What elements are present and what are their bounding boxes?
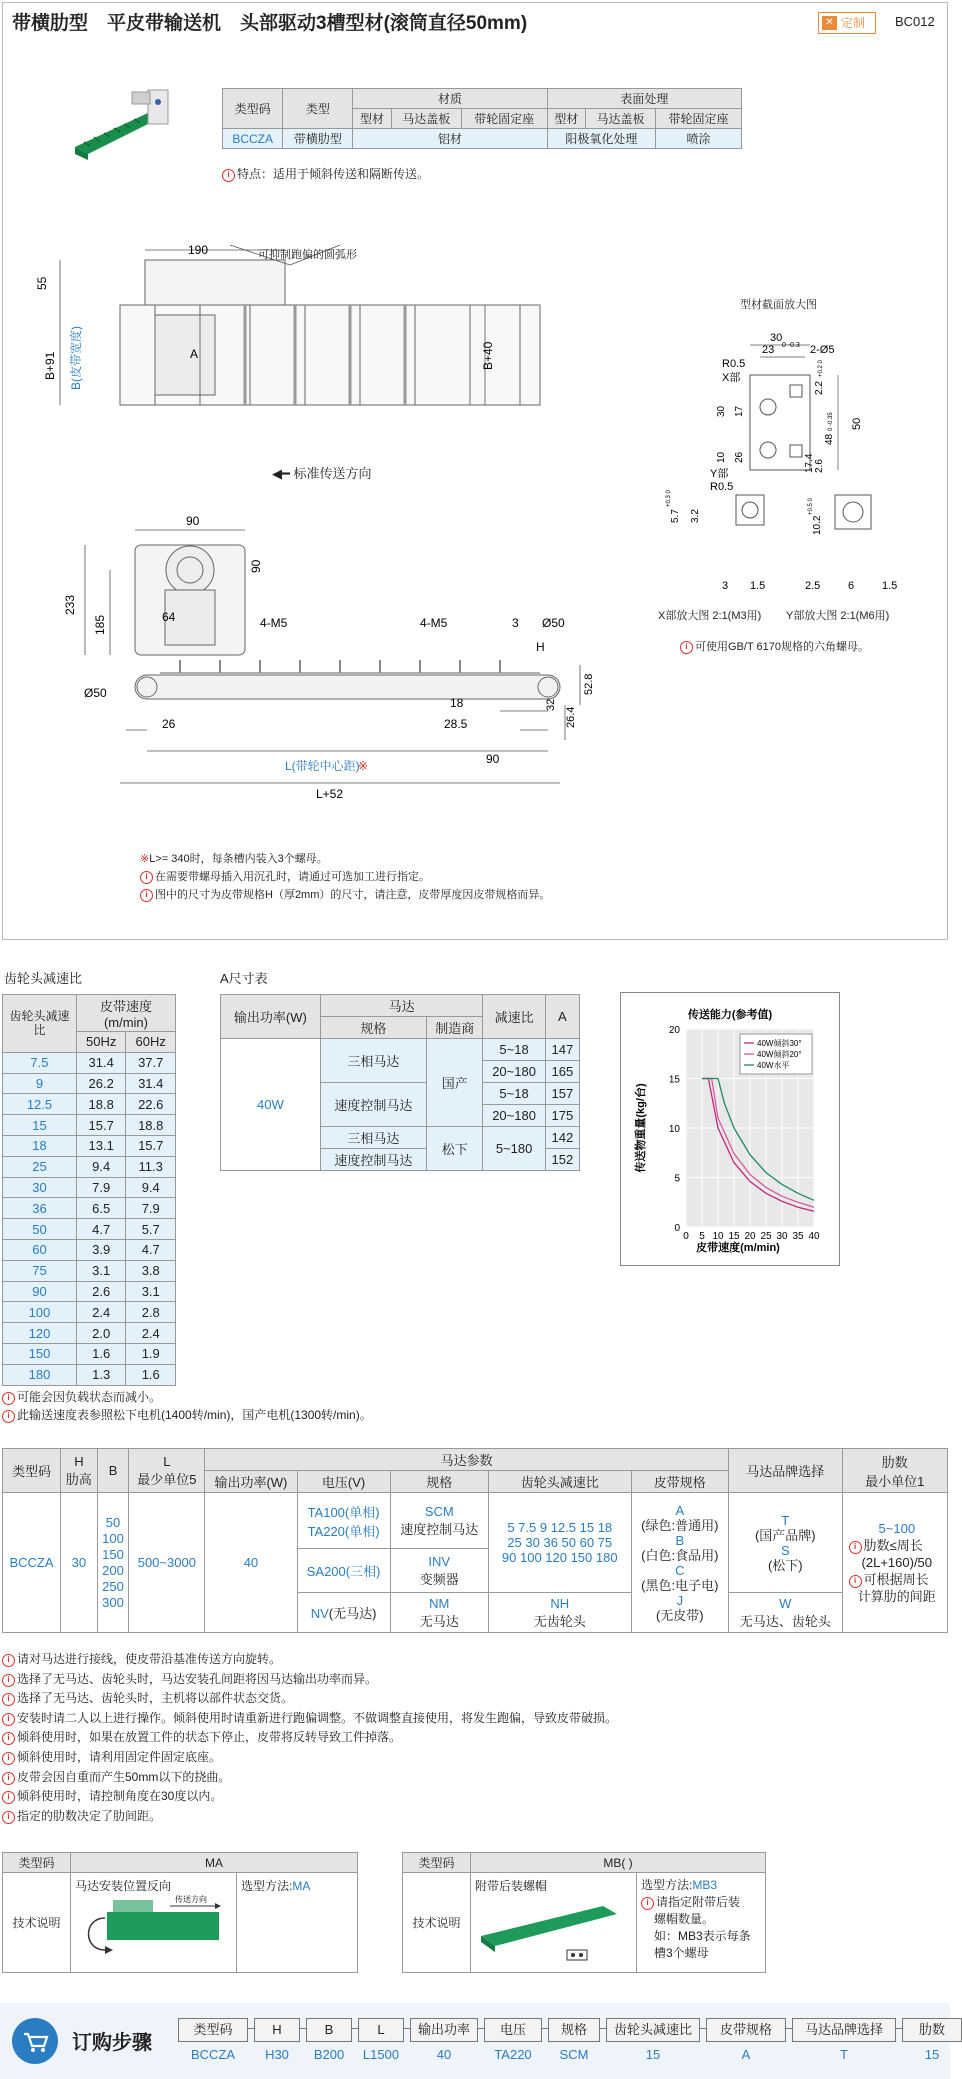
dim-18: 18 [450,696,464,710]
sel-brand[interactable]: T (国产品牌) S (松下) [728,1493,842,1593]
mb-h-tech: 技术说明 [403,1873,471,1973]
gear-speed: 26.2 [76,1073,126,1094]
sel-h-ratio: 齿轮头减速比 [488,1471,631,1493]
dim-190: 190 [187,243,209,257]
gear-table [2,994,176,1386]
y-tick: 0 [674,1223,680,1234]
order-step[interactable]: 齿轮头减速比 [606,2018,700,2042]
order-value: 15 [645,2047,661,2062]
legend-entry: 40W倾斜20° [757,1050,802,1059]
gear-row [3,1219,176,1240]
spec-code: BCCZA [223,129,283,149]
gear-speed: 1.6 [126,1364,176,1385]
p-d102t: +0.5 0 [808,498,814,515]
gear-speed: 22.6 [126,1094,176,1115]
gear-speed: 9.4 [126,1177,176,1198]
p-d17: 17 [734,405,745,417]
chart-title: 传送能力(参考值) [687,1009,773,1021]
y-part-caption: Y部放大图 2:1(M6用) [786,610,890,622]
page-title: 带横肋型 平皮带输送机 头部驱动3槽型材(滚筒直径50mm) [12,13,528,34]
dim-233: 233 [63,594,77,615]
gear-row [3,1364,176,1385]
sel-h-brand: 马达品牌选择 [728,1449,842,1493]
gear-speed: 15.7 [126,1135,176,1156]
sel-spec-scm[interactable]: SCM 速度控制马达 [390,1493,488,1549]
sel-note: i 倾斜使用时，如果在放置工件的状态下停止，皮带将反转导致工件掉落。 [2,1728,617,1748]
dim-90b: 90 [249,559,263,573]
dim-55: 55 [35,276,49,290]
chart-xlabel: 皮带速度(m/min) [696,1242,780,1254]
sel-l[interactable]: 500~3000 [129,1493,205,1633]
gear-ratio: 150 [3,1343,77,1364]
sel-h-rib: 肋数 最小单位1 [842,1449,947,1493]
m5-b: 4-M5 [420,616,448,630]
spec-type: 带横肋型 [283,129,353,149]
a-ratio: 20~180 [483,1105,545,1127]
gear-ratio: 7.5 [3,1052,77,1073]
ma-illustration [75,1894,225,1964]
a-ratio: 5~18 [483,1039,545,1061]
gear-ratio: 60 [3,1239,77,1260]
gear-row [3,1323,176,1344]
gear-row [3,1094,176,1115]
gear-h2: 皮带速度(m/min) [76,995,175,1032]
order-step[interactable]: 马达品牌选择 [792,2018,896,2042]
dim-l-mark: ※ [358,759,369,773]
dim-b91: B+91 [43,351,57,380]
sel-note: i 倾斜使用时，请利用固定件固定底座。 [2,1748,617,1768]
p-d50: 50 [851,417,863,430]
gear-speed: 18.8 [76,1094,126,1115]
gear-speed: 13.1 [76,1135,126,1156]
order-step[interactable]: 类型码 [178,2018,248,2042]
ma-h-val: MA [71,1853,358,1873]
nut-note: i 可使用GB/T 6170规格的六角螺母。 [680,638,869,654]
order-value: L1500 [362,2047,400,2062]
p-d57: 5.7 [670,509,681,523]
p-d3: 3 [722,580,729,592]
gear-speed: 4.7 [126,1239,176,1260]
order-step[interactable]: 规格 [548,2018,600,2042]
spec-material: 铝材 [353,129,547,149]
mb-h-code: 类型码 [403,1853,471,1873]
p-ypart: Y部 [710,468,729,480]
a-r2: 速度控制马达 [320,1083,426,1127]
mid-notes [2,1388,372,1424]
gear-ratio: 36 [3,1198,77,1219]
dim-264: 26.4 [565,706,577,728]
dim-bw: B(皮带宽度) [69,326,83,390]
gear-speed: 3.1 [126,1281,176,1302]
a-h-a: A [545,995,579,1039]
custom-badge[interactable]: ✕ 定制 [818,12,876,34]
sel-volt-single[interactable]: TA100(单相) TA220(单相) [297,1493,390,1549]
sel-note: i 选择了无马达、齿轮头时，马达安装孔间距将因马达输出功率而异。 [2,1670,617,1690]
note-3: i 图中的尺寸为皮带规格H（厚2mm）的尺寸，请注意，皮带厚度因皮带规格而异。 [140,886,550,904]
a-val: 165 [545,1061,579,1083]
p-d22: 2.2 [814,381,825,395]
p-d26: 26 [734,451,745,463]
top-view-drawing [35,240,560,420]
gear-row [3,1156,176,1177]
a-h-power: 输出功率(W) [221,995,321,1039]
spec-h-material: 材质 [353,89,547,109]
gear-h60: 60Hz [126,1032,176,1053]
gear-speed: 3.8 [126,1260,176,1281]
selection-table [2,1448,948,1633]
sel-h[interactable]: 30 [61,1493,98,1633]
sel-h-power: 输出功率(W) [205,1471,297,1493]
gear-ratio: 30 [3,1177,77,1198]
spec-h-type: 类型 [283,89,353,129]
gear-speed: 2.0 [76,1323,126,1344]
sel-spec-inv[interactable]: INV 变频器 [390,1549,488,1593]
gear-row [3,1135,176,1156]
a-val: 157 [545,1083,579,1105]
legend-entry: 40W水平 [757,1061,790,1070]
gear-ratio: 100 [3,1302,77,1323]
gear-ratio: 90 [3,1281,77,1302]
a-val: 147 [545,1039,579,1061]
ma-desc: 马达安装位置反向 传送方向 [71,1873,237,1973]
sel-ratio[interactable]: 5 7.5 9 12.5 15 18 25 30 36 50 60 75 90 100 120 150 180 [488,1493,631,1593]
spec-paint: 喷涂 [656,129,742,149]
y-tick: 10 [668,1124,680,1135]
mb-method: 选型方法:MB3 i 请指定附带后装 螺帽数量。 如：MB3表示每条 槽3个螺母 [637,1873,766,1973]
gear-speed: 9.4 [76,1156,126,1177]
x-tick: 15 [728,1231,740,1242]
spec-sub: 型材 [547,109,585,129]
sel-h-code: 类型码 [3,1449,61,1493]
a-h-ratio: 减速比 [483,995,545,1039]
ma-h-code: 类型码 [3,1853,71,1873]
note-1: L>= 340时，每条槽内装入3个螺母。 [149,853,328,865]
dim-32: 32 [545,698,557,711]
gear-speed: 15.7 [76,1115,126,1136]
gear-speed: 31.4 [126,1073,176,1094]
dim-90a: 90 [186,514,200,528]
dim-h: H [536,640,545,654]
p-d22t: +0.2 0 [818,360,824,377]
gear-h1: 齿轮头减速比 [3,995,77,1053]
p-d15: 1.5 [750,580,766,592]
sel-brand-w[interactable]: W 无马达、齿轮头 [728,1593,842,1633]
dim-185: 185 [93,614,107,635]
gear-ratio: 120 [3,1323,77,1344]
order-value: 40 [436,2047,452,2062]
dim-285: 28.5 [444,717,468,731]
star-mark: ※ [140,853,150,865]
gear-speed: 4.7 [76,1219,126,1240]
order-step[interactable]: 电压 [484,2018,542,2042]
selection-notes [2,1650,617,1826]
y-tick: 20 [668,1025,680,1036]
gear-ratio: 12.5 [3,1094,77,1115]
p-xpart: X部 [722,372,741,384]
gear-ratio: 25 [3,1156,77,1177]
order-step[interactable]: L [358,2018,404,2042]
dim-3: 3 [512,616,519,630]
sel-note: i 安装时请二人以上进行操作。倾斜使用时请重新进行跑偏调整。不做调整直接使用，将发生跑偏，导致皮带破损。 [2,1709,617,1729]
gear-row [3,1073,176,1094]
p-d48t: 0 -0.35 [828,412,834,431]
gear-row [3,1115,176,1136]
direction-label: ◀━ 标准传送方向 [272,466,372,481]
gear-ratio: 15 [3,1115,77,1136]
p-d174: 17.4 [804,453,815,473]
sel-volt-three[interactable]: SA200(三相) [297,1549,390,1593]
x-tick: 30 [776,1231,788,1242]
sel-h-b: B [97,1449,129,1493]
custom-icon: ✕ [822,16,837,30]
order-value: T [840,2047,848,2062]
p-d102: 10.2 [812,515,823,535]
order-step[interactable]: 输出功率 [410,2018,478,2042]
sel-b[interactable]: 50 100 150 200 250 300 [97,1493,129,1633]
spec-h-surface: 表面处理 [547,89,741,109]
capacity-chart [620,992,840,1266]
sel-ratio-nh[interactable]: NH 无齿轮头 [488,1593,631,1633]
gear-speed: 1.9 [126,1343,176,1364]
gear-speed: 5.7 [126,1219,176,1240]
gear-ratio: 180 [3,1364,77,1385]
p-d26b: 2.6 [814,459,825,473]
dim-phi50a: Ø50 [84,686,107,700]
a-h-spec: 规格 [320,1017,426,1039]
mb-illustration [475,1894,625,1964]
a-h-maker: 制造商 [427,1017,483,1039]
order-value: H30 [265,2047,289,2062]
feature-note: i 特点：适用于倾斜传送和隔断传送。 [222,165,429,182]
order-value: A [741,2047,751,2062]
x-tick: 0 [683,1231,689,1242]
p-r05a: R0.5 [722,358,746,370]
spec-sub: 带轮固定座 [656,109,742,129]
profile-title: 型材截面放大图 [740,299,817,311]
a-r1: 三相马达 [320,1039,426,1083]
gear-ratio: 9 [3,1073,77,1094]
p-d23t: 0 -0.3 [782,342,800,349]
dim-l52: L+52 [316,787,344,801]
order-value: 15 [924,2047,940,2062]
sel-note: i 指定的肋数决定了肋间距。 [2,1807,617,1827]
sel-note: i 倾斜使用时，请控制角度在30度以内。 [2,1787,617,1807]
p-d23: 23 [762,344,775,356]
sel-note: i 皮带会因自重而产生50mm以下的挠曲。 [2,1768,617,1788]
gear-row [3,1177,176,1198]
dim-b40: B+40 [481,341,495,370]
gear-speed: 18.8 [126,1115,176,1136]
gear-table-title: 齿轮头减速比 [4,971,83,986]
order-value: BCCZA [190,2047,236,2062]
x-tick: 25 [760,1231,772,1242]
gear-row [3,1239,176,1260]
dim-90c: 90 [486,752,500,766]
gear-row [3,1052,176,1073]
gear-ratio: 50 [3,1219,77,1240]
spec-table [222,88,742,149]
x-tick: 40 [808,1231,820,1242]
sel-power[interactable]: 40 [205,1493,297,1633]
a-r4: 速度控制马达 [320,1149,426,1171]
gear-speed: 2.4 [76,1302,126,1323]
a-r3: 三相马达 [320,1127,426,1149]
a-val: 175 [545,1105,579,1127]
arc-label: 可抑制跑偏的圆弧形 [258,249,357,261]
legend-entry: 40W倾斜30° [757,1039,802,1048]
y-tick: 15 [668,1074,680,1086]
sel-volt-nv[interactable]: NV(无马达) [297,1593,390,1633]
a-table-title: A尺寸表 [220,971,268,986]
a-size-table [220,994,580,1171]
p-r05b: R0.5 [710,481,734,493]
a-maker1: 国产 [427,1039,483,1127]
x-tick: 20 [744,1231,756,1242]
sel-code[interactable]: BCCZA [3,1493,61,1633]
a-maker2: 松下 [427,1127,483,1171]
option-ma-table [2,1852,358,1973]
p-d6: 6 [848,580,855,592]
sel-h-h: H 肋高 [61,1449,98,1493]
side-view-drawing [60,515,600,805]
gear-row [3,1281,176,1302]
order-value: SCM [559,2047,589,2062]
dim-26: 26 [162,717,176,731]
sel-rib[interactable]: 5~100 i 肋数≤周长 (2L+160)/50 i 可根据周长 计算肋的间距 [842,1493,947,1633]
dim-a: A [190,347,199,361]
spec-surface: 阳极氧化处理 [547,129,655,149]
gear-speed: 2.4 [126,1323,176,1344]
p-d30: 30 [770,332,783,344]
a-val: 142 [545,1127,579,1149]
gear-speed: 6.5 [76,1198,126,1219]
p-d10: 10 [716,451,727,463]
p-d25: 2-Ø5 [810,344,835,356]
sel-h-spec: 规格 [390,1471,488,1493]
gear-row [3,1260,176,1281]
mid-note-2: i 此输送速度表参照松下电机(1400转/min)，国产电机(1300转/min)。 [2,1406,372,1424]
drawing-notes [140,850,550,904]
gear-speed: 31.4 [76,1052,126,1073]
gear-speed: 1.3 [76,1364,126,1385]
spec-sub: 马达盖板 [391,109,461,129]
sel-h-volt: 电压(V) [297,1471,390,1493]
gear-row [3,1302,176,1323]
x-part-caption: X部放大图 2:1(M3用) [658,610,762,622]
p-d57t: +0.3 0 [666,490,672,507]
order-value: B200 [313,2047,345,2062]
sel-note: i 选择了无马达、齿轮头时，主机将以部件状态交货。 [2,1689,617,1709]
mb-desc: 附带后装螺帽 [471,1873,637,1973]
p-d32: 3.2 [690,509,701,523]
order-title: 订购步骤 [72,2032,152,2054]
a-ratio: 5~180 [483,1127,545,1171]
ma-h-tech: 技术说明 [3,1873,71,1973]
order-step[interactable]: 肋数 [902,2018,962,2042]
x-tick: 10 [712,1231,724,1242]
gear-ratio: 75 [3,1260,77,1281]
p-d30v: 30 [716,405,727,417]
spec-sub: 型材 [353,109,391,129]
order-value: TA220 [494,2047,532,2062]
gear-h50: 50Hz [76,1032,126,1053]
gear-row [3,1343,176,1364]
sel-h-l: L 最少单位5 [129,1449,205,1493]
spec-h-code: 类型码 [223,89,283,129]
mid-note-1: i 可能会因负载状态而减小。 [2,1388,372,1406]
gear-speed: 7.9 [76,1177,126,1198]
gear-speed: 3.1 [76,1260,126,1281]
sel-h-motor: 马达参数 [205,1449,729,1471]
a-ratio: 20~180 [483,1061,545,1083]
sel-note: i 请对马达进行接线，使皮带沿基准传送方向旋转。 [2,1650,617,1670]
dim-phi50b: Ø50 [542,616,565,630]
gear-speed: 1.6 [76,1343,126,1364]
gear-speed: 7.9 [126,1198,176,1219]
sel-belt[interactable]: A (绿色:普通用) B (白色:食品用) C (黑色:电子电) J (无皮带) [631,1493,728,1633]
gear-speed: 3.9 [76,1239,126,1260]
gear-speed: 37.7 [126,1052,176,1073]
dim-528: 52.8 [583,673,595,695]
order-step[interactable]: B [306,2018,352,2042]
sel-spec-nm[interactable]: NM 无马达 [390,1593,488,1633]
gear-speed: 2.8 [126,1302,176,1323]
p-d25b: 2.5 [805,580,821,592]
order-step[interactable]: H [254,2018,300,2042]
product-code: BC012 [895,14,935,29]
y-tick: 5 [674,1173,680,1185]
spec-sub: 马达盖板 [586,109,656,129]
gear-speed: 2.6 [76,1281,126,1302]
sel-h-belt: 皮带规格 [631,1471,728,1493]
profile-drawing [660,315,920,615]
gear-speed: 11.3 [126,1156,176,1177]
dim-l: L(带轮中心距) [285,759,360,773]
ma-dir-label: 传送方向 [175,1895,207,1904]
x-tick: 5 [699,1231,705,1242]
a-power: 40W [221,1039,321,1171]
a-h-motor: 马达 [320,995,483,1017]
m5-a: 4-M5 [260,616,288,630]
ma-method: 选型方法:MA [237,1873,358,1973]
dim-64: 64 [162,610,176,624]
p-d15b: 1.5 [882,580,898,592]
spec-sub: 带轮固定座 [461,109,547,129]
cart-icon [12,2018,58,2064]
gear-ratio: 18 [3,1135,77,1156]
option-mb-table [402,1852,766,1973]
a-val: 152 [545,1149,579,1171]
x-tick: 35 [792,1231,804,1242]
p-d48: 48 [824,433,835,445]
product-image [70,82,180,172]
order-step[interactable]: 皮带规格 [706,2018,786,2042]
mb-h-val: MB( ) [471,1853,766,1873]
note-2: i 在需要带螺母插入用沉孔时，请通过可选加工进行指定。 [140,868,550,886]
chart-ylabel: 传送物重量(kg/台) [635,1083,647,1173]
arrow-left-icon: ◀━ [272,466,294,481]
gear-row [3,1198,176,1219]
a-ratio: 5~18 [483,1083,545,1105]
